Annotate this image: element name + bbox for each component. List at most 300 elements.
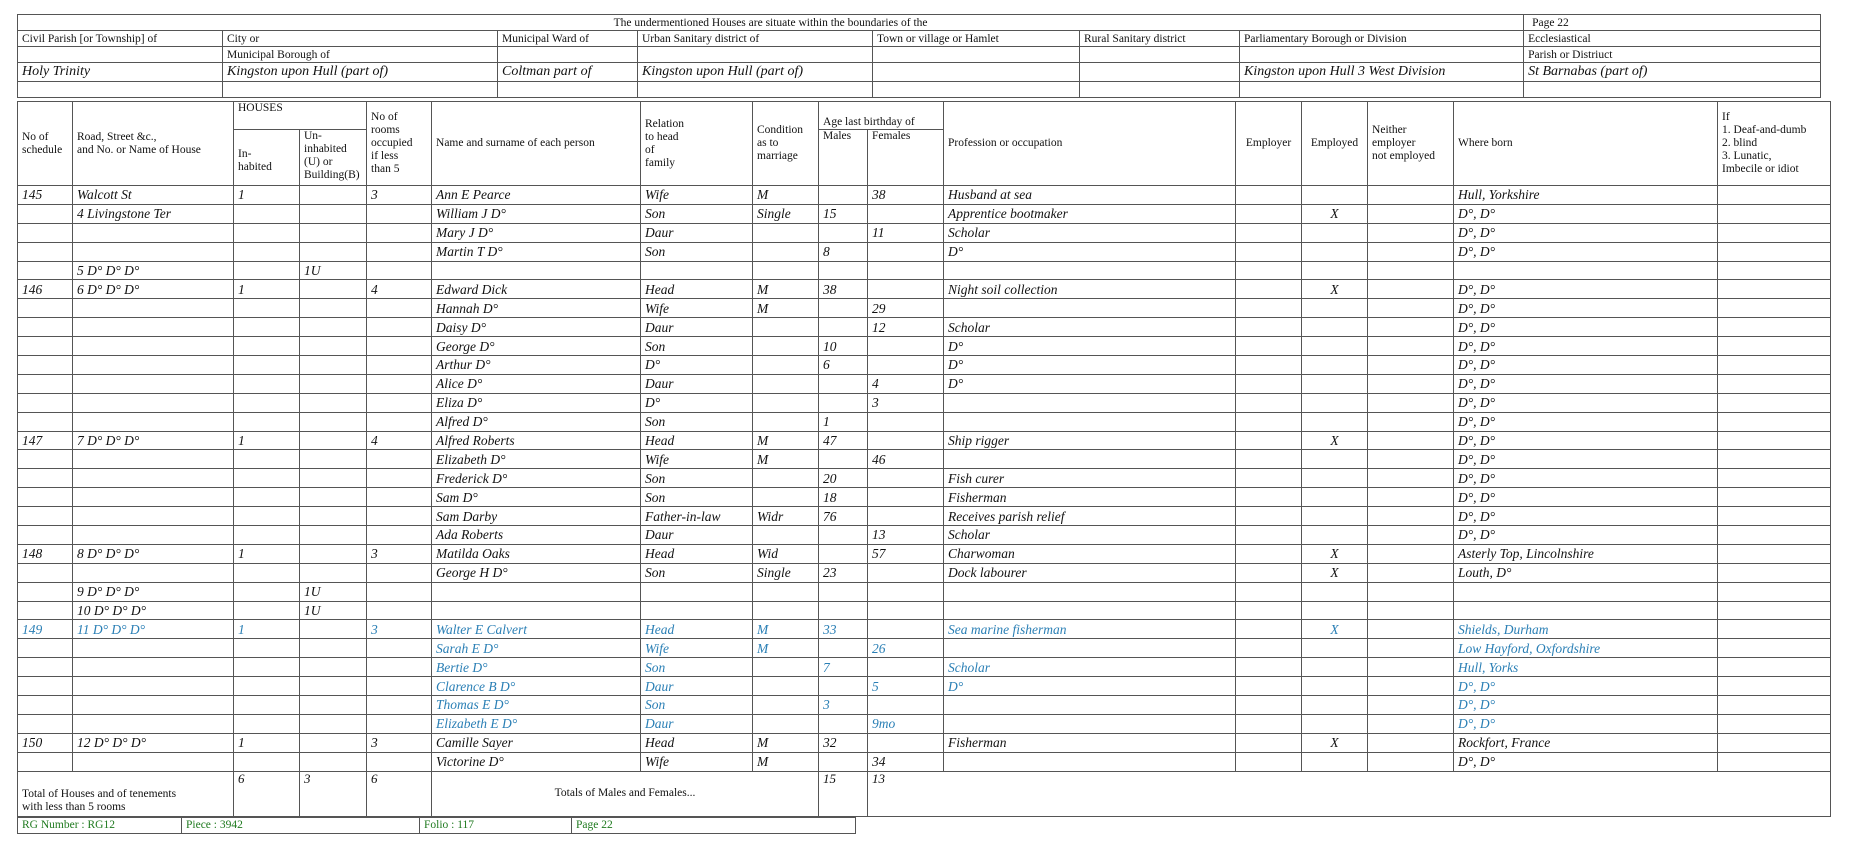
occupation-cell: D° [944, 374, 1236, 393]
relation-cell: Wife [641, 299, 753, 318]
relation-cell: Daur [641, 677, 753, 696]
employed-cell [1302, 601, 1368, 620]
males-cell [819, 374, 868, 393]
condition-cell [753, 658, 819, 677]
relation-cell: Son [641, 204, 753, 223]
name-cell: Walter E Calvert [432, 620, 641, 639]
where-born-cell: D°, D° [1454, 393, 1718, 412]
relation-cell: Son [641, 242, 753, 261]
where-born-cell: D°, D° [1454, 223, 1718, 242]
table-row [18, 186, 1831, 205]
employer-cell [1236, 601, 1302, 620]
inhabited-cell [234, 374, 300, 393]
neither-cell [1368, 752, 1454, 771]
where-born-cell: D°, D° [1454, 337, 1718, 356]
table-row [18, 204, 1831, 223]
uninhabited-cell [300, 752, 367, 771]
occupation-cell [944, 393, 1236, 412]
neither-cell [1368, 582, 1454, 601]
schedule-cell [18, 639, 73, 658]
schedule-cell [18, 299, 73, 318]
col-age: Age last birthday of [819, 102, 944, 130]
males-cell [819, 752, 868, 771]
rooms-cell [367, 526, 432, 545]
name-cell: Victorine D° [432, 752, 641, 771]
employer-cell [1236, 450, 1302, 469]
schedule-cell: 145 [18, 186, 73, 205]
relation-cell: Wife [641, 639, 753, 658]
schedule-cell: 149 [18, 620, 73, 639]
males-cell: 1 [819, 412, 868, 431]
employer-cell [1236, 714, 1302, 733]
neither-cell [1368, 469, 1454, 488]
males-cell: 23 [819, 563, 868, 582]
name-cell: Frederick D° [432, 469, 641, 488]
col-uninhabited: Un- inhabited (U) or Building(B) [300, 130, 367, 186]
rooms-cell: 3 [367, 186, 432, 205]
relation-cell: Father-in-law [641, 507, 753, 526]
occupation-cell: Scholar [944, 318, 1236, 337]
total-females: 13 [868, 771, 1831, 816]
inhabited-cell [234, 261, 300, 280]
road-cell [73, 507, 234, 526]
rooms-cell [367, 450, 432, 469]
rural-value [1080, 63, 1240, 82]
table-row [18, 337, 1831, 356]
infirmity-cell [1718, 733, 1831, 752]
table-row [18, 696, 1831, 715]
schedule-cell [18, 356, 73, 375]
where-born-cell: D°, D° [1454, 677, 1718, 696]
uninhabited-cell [300, 204, 367, 223]
totals-row [18, 771, 1831, 816]
table-row [18, 639, 1831, 658]
infirmity-cell [1718, 507, 1831, 526]
name-cell: Bertie D° [432, 658, 641, 677]
neither-cell [1368, 620, 1454, 639]
females-cell: 38 [868, 186, 944, 205]
schedule-cell [18, 393, 73, 412]
infirmity-cell [1718, 299, 1831, 318]
town-value [873, 63, 1080, 82]
neither-cell [1368, 601, 1454, 620]
page-number: Page 22 [1524, 15, 1821, 31]
inhabited-cell [234, 488, 300, 507]
inhabited-cell [234, 450, 300, 469]
males-cell: 10 [819, 337, 868, 356]
relation-cell: D° [641, 393, 753, 412]
table-row [18, 677, 1831, 696]
employed-cell [1302, 714, 1368, 733]
relation-cell [641, 582, 753, 601]
condition-cell [753, 374, 819, 393]
col-condition: Condition as to marriage [753, 102, 819, 186]
where-born-cell: D°, D° [1454, 450, 1718, 469]
males-cell [819, 714, 868, 733]
employed-cell: X [1302, 733, 1368, 752]
males-cell [819, 639, 868, 658]
rooms-cell: 3 [367, 544, 432, 563]
city-label-2: Municipal Borough of [223, 47, 498, 63]
where-born-cell: D°, D° [1454, 412, 1718, 431]
col-road: Road, Street &c., and No. or Name of House [73, 102, 234, 186]
schedule-cell [18, 507, 73, 526]
rooms-cell: 4 [367, 431, 432, 450]
where-born-cell [1454, 582, 1718, 601]
males-cell [819, 450, 868, 469]
urban-label: Urban Sanitary district of [638, 31, 873, 47]
col-where-born: Where born [1454, 102, 1718, 186]
females-cell [868, 658, 944, 677]
table-row [18, 393, 1831, 412]
females-cell: 3 [868, 393, 944, 412]
road-cell [73, 696, 234, 715]
civil-parish-value: Holy Trinity [18, 63, 223, 82]
employed-cell [1302, 242, 1368, 261]
uninhabited-cell [300, 318, 367, 337]
neither-cell [1368, 658, 1454, 677]
road-cell [73, 450, 234, 469]
road-cell [73, 242, 234, 261]
condition-cell: Widr [753, 507, 819, 526]
infirmity-cell [1718, 450, 1831, 469]
females-cell [868, 356, 944, 375]
inhabited-cell [234, 242, 300, 261]
road-cell [73, 752, 234, 771]
rooms-cell [367, 223, 432, 242]
neither-cell [1368, 299, 1454, 318]
infirmity-cell [1718, 242, 1831, 261]
males-cell [819, 318, 868, 337]
uninhabited-cell [300, 469, 367, 488]
road-cell [73, 563, 234, 582]
boundaries-header [17, 14, 1821, 98]
employer-cell [1236, 186, 1302, 205]
inhabited-cell [234, 337, 300, 356]
rooms-cell [367, 507, 432, 526]
condition-cell: M [753, 620, 819, 639]
females-cell [868, 204, 944, 223]
road-cell [73, 714, 234, 733]
occupation-cell: Night soil collection [944, 280, 1236, 299]
uninhabited-cell [300, 337, 367, 356]
col-name: Name and surname of each person [432, 102, 641, 186]
occupation-cell: D° [944, 677, 1236, 696]
table-row [18, 469, 1831, 488]
employed-cell [1302, 299, 1368, 318]
condition-cell: M [753, 752, 819, 771]
uninhabited-cell [300, 450, 367, 469]
neither-cell [1368, 280, 1454, 299]
employed-cell: X [1302, 544, 1368, 563]
table-row [18, 374, 1831, 393]
road-cell: 9 D° D° D° [73, 582, 234, 601]
employed-cell [1302, 223, 1368, 242]
rooms-cell [367, 469, 432, 488]
relation-cell: Head [641, 280, 753, 299]
piece-number: Piece : 3942 [182, 817, 420, 833]
where-born-cell: Rockfort, France [1454, 733, 1718, 752]
females-cell: 57 [868, 544, 944, 563]
table-row [18, 620, 1831, 639]
condition-cell: M [753, 299, 819, 318]
inhabited-cell [234, 204, 300, 223]
uninhabited-cell [300, 374, 367, 393]
road-cell [73, 356, 234, 375]
males-cell [819, 299, 868, 318]
schedule-cell [18, 469, 73, 488]
females-cell: 11 [868, 223, 944, 242]
employer-cell [1236, 280, 1302, 299]
employer-cell [1236, 261, 1302, 280]
females-cell [868, 507, 944, 526]
schedule-cell [18, 563, 73, 582]
males-cell [819, 582, 868, 601]
infirmity-cell [1718, 223, 1831, 242]
name-cell: Matilda Oaks [432, 544, 641, 563]
uninhabited-cell [300, 223, 367, 242]
col-females: Females [868, 130, 944, 186]
reference-footer [17, 817, 856, 834]
name-cell [432, 601, 641, 620]
condition-cell [753, 677, 819, 696]
where-born-cell [1454, 601, 1718, 620]
rooms-cell [367, 374, 432, 393]
where-born-cell: Asterly Top, Lincolnshire [1454, 544, 1718, 563]
males-cell: 20 [819, 469, 868, 488]
road-cell [73, 658, 234, 677]
col-profession: Profession or occupation [944, 102, 1236, 186]
condition-cell [753, 393, 819, 412]
employer-cell [1236, 488, 1302, 507]
where-born-cell: Hull, Yorks [1454, 658, 1718, 677]
rooms-cell [367, 677, 432, 696]
road-cell [73, 469, 234, 488]
employed-cell [1302, 337, 1368, 356]
employer-cell [1236, 733, 1302, 752]
females-cell: 5 [868, 677, 944, 696]
relation-cell: Daur [641, 223, 753, 242]
males-cell [819, 393, 868, 412]
uninhabited-cell [300, 733, 367, 752]
rg-number: RG Number : RG12 [18, 817, 182, 833]
neither-cell [1368, 204, 1454, 223]
table-row [18, 714, 1831, 733]
total-inhabited: 6 [234, 771, 300, 816]
name-cell: Mary J D° [432, 223, 641, 242]
inhabited-cell [234, 658, 300, 677]
rooms-cell [367, 356, 432, 375]
road-cell [73, 393, 234, 412]
males-cell [819, 186, 868, 205]
name-cell: Camille Sayer [432, 733, 641, 752]
occupation-cell: Fish curer [944, 469, 1236, 488]
rooms-cell [367, 563, 432, 582]
relation-cell: Son [641, 337, 753, 356]
ecclesiastical-label-2: Parish or Distriuct [1524, 47, 1821, 63]
where-born-cell: D°, D° [1454, 356, 1718, 375]
name-cell: Clarence B D° [432, 677, 641, 696]
employer-cell [1236, 639, 1302, 658]
infirmity-cell [1718, 356, 1831, 375]
occupation-cell: Sea marine fisherman [944, 620, 1236, 639]
inhabited-cell [234, 696, 300, 715]
condition-cell [753, 696, 819, 715]
relation-cell: Head [641, 620, 753, 639]
civil-parish-label: Civil Parish [or Township] of [18, 31, 223, 47]
occupation-cell: Receives parish relief [944, 507, 1236, 526]
col-neither: Neither employer not employed [1368, 102, 1454, 186]
schedule-cell [18, 488, 73, 507]
uninhabited-cell [300, 544, 367, 563]
table-row [18, 563, 1831, 582]
employer-cell [1236, 677, 1302, 696]
employed-cell [1302, 752, 1368, 771]
neither-cell [1368, 431, 1454, 450]
females-cell [868, 563, 944, 582]
schedule-cell [18, 223, 73, 242]
females-cell [868, 242, 944, 261]
occupation-cell: Ship rigger [944, 431, 1236, 450]
occupation-cell [944, 714, 1236, 733]
table-row [18, 582, 1831, 601]
uninhabited-cell: 1U [300, 582, 367, 601]
uninhabited-cell [300, 563, 367, 582]
occupation-cell: Fisherman [944, 733, 1236, 752]
females-cell [868, 733, 944, 752]
females-cell [868, 696, 944, 715]
rooms-cell [367, 639, 432, 658]
males-cell: 76 [819, 507, 868, 526]
neither-cell [1368, 393, 1454, 412]
relation-cell: Wife [641, 186, 753, 205]
schedule-cell [18, 412, 73, 431]
name-cell: Martin T D° [432, 242, 641, 261]
city-value: Kingston upon Hull (part of) [223, 63, 498, 82]
condition-cell: Single [753, 563, 819, 582]
infirmity-cell [1718, 204, 1831, 223]
schedule-cell [18, 677, 73, 696]
males-cell [819, 677, 868, 696]
occupation-cell: Scholar [944, 223, 1236, 242]
table-row [18, 450, 1831, 469]
infirmity-cell [1718, 431, 1831, 450]
rooms-cell [367, 242, 432, 261]
condition-cell [753, 337, 819, 356]
col-infirmity: If 1. Deaf-and-dumb 2. blind 3. Lunatic, Imbecile or idiot [1718, 102, 1831, 186]
condition-cell: M [753, 431, 819, 450]
employer-cell [1236, 356, 1302, 375]
neither-cell [1368, 714, 1454, 733]
employed-cell [1302, 677, 1368, 696]
males-cell [819, 601, 868, 620]
where-born-cell: Shields, Durham [1454, 620, 1718, 639]
inhabited-cell [234, 526, 300, 545]
employer-cell [1236, 412, 1302, 431]
employer-cell [1236, 658, 1302, 677]
where-born-cell: D°, D° [1454, 242, 1718, 261]
males-cell: 7 [819, 658, 868, 677]
employed-cell [1302, 393, 1368, 412]
where-born-cell: D°, D° [1454, 431, 1718, 450]
where-born-cell: D°, D° [1454, 752, 1718, 771]
where-born-cell: D°, D° [1454, 299, 1718, 318]
schedule-cell [18, 658, 73, 677]
employer-cell [1236, 431, 1302, 450]
employer-cell [1236, 563, 1302, 582]
inhabited-cell [234, 393, 300, 412]
road-cell [73, 412, 234, 431]
rooms-cell: 3 [367, 620, 432, 639]
females-cell: 26 [868, 639, 944, 658]
occupation-cell [944, 752, 1236, 771]
rooms-cell [367, 204, 432, 223]
infirmity-cell [1718, 261, 1831, 280]
condition-cell: M [753, 186, 819, 205]
table-row [18, 431, 1831, 450]
table-row [18, 507, 1831, 526]
total-males: 15 [819, 771, 868, 816]
col-males: Males [819, 130, 868, 186]
schedule-cell [18, 318, 73, 337]
name-cell: Ann E Pearce [432, 186, 641, 205]
relation-cell: Daur [641, 318, 753, 337]
females-cell: 9mo [868, 714, 944, 733]
neither-cell [1368, 696, 1454, 715]
name-cell: Sam D° [432, 488, 641, 507]
census-table [17, 101, 1831, 817]
employed-cell [1302, 356, 1368, 375]
infirmity-cell [1718, 544, 1831, 563]
infirmity-cell [1718, 488, 1831, 507]
census-sheet [17, 14, 1820, 834]
schedule-cell [18, 526, 73, 545]
name-cell: Elizabeth E D° [432, 714, 641, 733]
condition-cell: M [753, 280, 819, 299]
occupation-cell: Charwoman [944, 544, 1236, 563]
males-cell [819, 544, 868, 563]
employer-cell [1236, 318, 1302, 337]
rooms-cell [367, 582, 432, 601]
occupation-cell [944, 299, 1236, 318]
schedule-cell: 146 [18, 280, 73, 299]
where-born-cell: D°, D° [1454, 696, 1718, 715]
inhabited-cell [234, 469, 300, 488]
road-cell [73, 299, 234, 318]
infirmity-cell [1718, 469, 1831, 488]
employed-cell: X [1302, 280, 1368, 299]
infirmity-cell [1718, 526, 1831, 545]
col-schedule: No of schedule [18, 102, 73, 186]
females-cell: 29 [868, 299, 944, 318]
schedule-cell [18, 242, 73, 261]
employer-cell [1236, 526, 1302, 545]
employed-cell: X [1302, 204, 1368, 223]
col-rooms: No of rooms occupied if less than 5 [367, 102, 432, 186]
name-cell: Daisy D° [432, 318, 641, 337]
name-cell: Ada Roberts [432, 526, 641, 545]
name-cell: Sam Darby [432, 507, 641, 526]
employed-cell [1302, 318, 1368, 337]
col-inhabited: In- habited [234, 130, 300, 186]
neither-cell [1368, 412, 1454, 431]
table-row [18, 280, 1831, 299]
where-born-cell: D°, D° [1454, 507, 1718, 526]
where-born-cell [1454, 261, 1718, 280]
employed-cell [1302, 582, 1368, 601]
occupation-cell [944, 601, 1236, 620]
relation-cell: Wife [641, 450, 753, 469]
